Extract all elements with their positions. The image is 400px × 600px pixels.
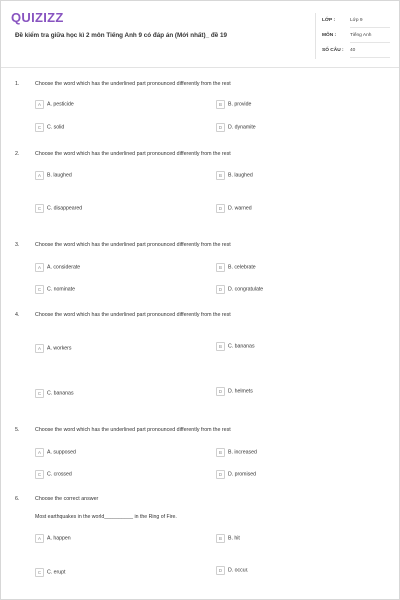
option-letter: A <box>35 448 44 457</box>
option-text: A. supposed <box>47 449 76 456</box>
option-letter: C <box>35 204 44 213</box>
option-text: B. celebrate <box>228 264 256 271</box>
meta-subject-value: Tiếng Anh <box>350 30 390 43</box>
option-text: C. nominate <box>47 286 75 293</box>
option-letter: D <box>216 470 225 479</box>
option-a[interactable] <box>35 448 76 457</box>
option-d[interactable] <box>216 566 248 575</box>
option-d[interactable] <box>216 285 263 294</box>
option-text: B. laughed <box>228 172 253 179</box>
question-text: Choose the word which has the underlined part pronounced differently from the rest <box>35 427 231 433</box>
question-text: Choose the word which has the underlined part pronounced differently from the rest <box>35 81 231 87</box>
option-letter: C <box>35 389 44 398</box>
option-text: B. laughed <box>47 172 72 179</box>
option-text: B. hit <box>228 535 240 542</box>
option-letter: C <box>35 285 44 294</box>
option-letter: C <box>35 568 44 577</box>
option-d[interactable] <box>216 123 256 132</box>
option-a[interactable] <box>35 100 74 109</box>
option-letter: D <box>216 566 225 575</box>
option-letter: A <box>35 534 44 543</box>
meta-grade-label: LỚP : <box>322 18 336 23</box>
option-text: A. workers <box>47 345 72 352</box>
meta-subject-row <box>322 30 394 42</box>
option-text: D. occur. <box>228 567 249 574</box>
option-b[interactable] <box>216 263 256 272</box>
meta-subject-label: MÔN : <box>322 33 337 38</box>
option-d[interactable] <box>216 470 256 479</box>
question-number: 4. <box>15 312 20 318</box>
option-letter: A <box>35 100 44 109</box>
quizizz-logo: QUIZIZZ <box>11 10 64 25</box>
option-letter: A <box>35 344 44 353</box>
option-d[interactable] <box>216 387 253 396</box>
option-text: C. erupt <box>47 569 66 576</box>
option-letter: C <box>35 470 44 479</box>
option-c[interactable] <box>35 470 72 479</box>
option-text: D. helmets <box>228 388 253 395</box>
option-c[interactable] <box>35 389 74 398</box>
option-text: D. congratulate <box>228 286 264 293</box>
option-text: C. disappeared <box>47 205 83 212</box>
question-number: 5. <box>15 427 20 433</box>
option-letter: B <box>216 263 225 272</box>
question-number: 6. <box>15 496 20 502</box>
option-c[interactable] <box>35 568 65 577</box>
question-text: Choose the word which has the underlined part pronounced differently from the rest <box>35 242 231 248</box>
option-text: C. bananas <box>228 343 255 350</box>
question-text: Choose the word which has the underlined part pronounced differently from the rest <box>35 151 231 157</box>
option-text: C. bananas <box>47 390 74 397</box>
option-text: B. provide <box>228 101 252 108</box>
option-letter: A <box>35 171 44 180</box>
meta-grade-value: Lớp 9 <box>350 15 390 28</box>
option-letter: B <box>216 342 225 351</box>
option-text: C. solid <box>47 124 65 131</box>
meta-info-box <box>315 13 395 59</box>
question-text: Choose the correct answer <box>35 496 99 502</box>
option-text: A. pesticide <box>47 101 74 108</box>
option-letter: B <box>216 534 225 543</box>
option-a[interactable] <box>35 534 71 543</box>
option-letter: D <box>216 204 225 213</box>
option-d[interactable] <box>216 204 252 213</box>
option-text: B. increased <box>228 449 257 456</box>
option-b[interactable] <box>216 100 251 109</box>
question-text: Choose the word which has the underlined part pronounced differently from the rest <box>35 312 231 318</box>
option-text: A. happen <box>47 535 71 542</box>
option-letter: B <box>216 448 225 457</box>
option-b[interactable] <box>216 171 253 180</box>
option-letter: D <box>216 123 225 132</box>
option-a[interactable] <box>35 171 72 180</box>
question-number: 3. <box>15 242 20 248</box>
option-a[interactable] <box>35 263 80 272</box>
meta-count-value: 40 <box>350 45 390 58</box>
document-title: Đề kiểm tra giữa học kì 2 môn Tiếng Anh 9 có đáp án (Mới nhất)_ đề 19 <box>15 32 227 39</box>
option-text: D. warned <box>228 205 252 212</box>
option-letter: A <box>35 263 44 272</box>
option-letter: B <box>216 100 225 109</box>
option-c[interactable] <box>35 285 75 294</box>
option-b[interactable] <box>216 534 240 543</box>
question-number: 2. <box>15 151 20 157</box>
option-letter: B <box>216 171 225 180</box>
option-text: D. promised <box>228 471 256 478</box>
option-a[interactable] <box>35 344 72 353</box>
option-c[interactable] <box>35 204 82 213</box>
option-b[interactable] <box>216 342 255 351</box>
meta-count-row <box>322 45 394 57</box>
option-text: C. crossed <box>47 471 72 478</box>
option-c[interactable] <box>35 123 64 132</box>
option-b[interactable] <box>216 448 257 457</box>
option-letter: D <box>216 387 225 396</box>
meta-grade-row <box>322 15 394 27</box>
meta-count-label: SỐ CÂU : <box>322 48 344 53</box>
question-number: 1. <box>15 81 20 87</box>
worksheet-header <box>1 1 399 68</box>
option-text: A. considerate <box>47 264 81 271</box>
question-stem: Most earthquakes in the world__________ in the Ring of Fire. <box>35 514 177 520</box>
option-letter: C <box>35 123 44 132</box>
option-letter: D <box>216 285 225 294</box>
option-text: D. dynamite <box>228 124 256 131</box>
